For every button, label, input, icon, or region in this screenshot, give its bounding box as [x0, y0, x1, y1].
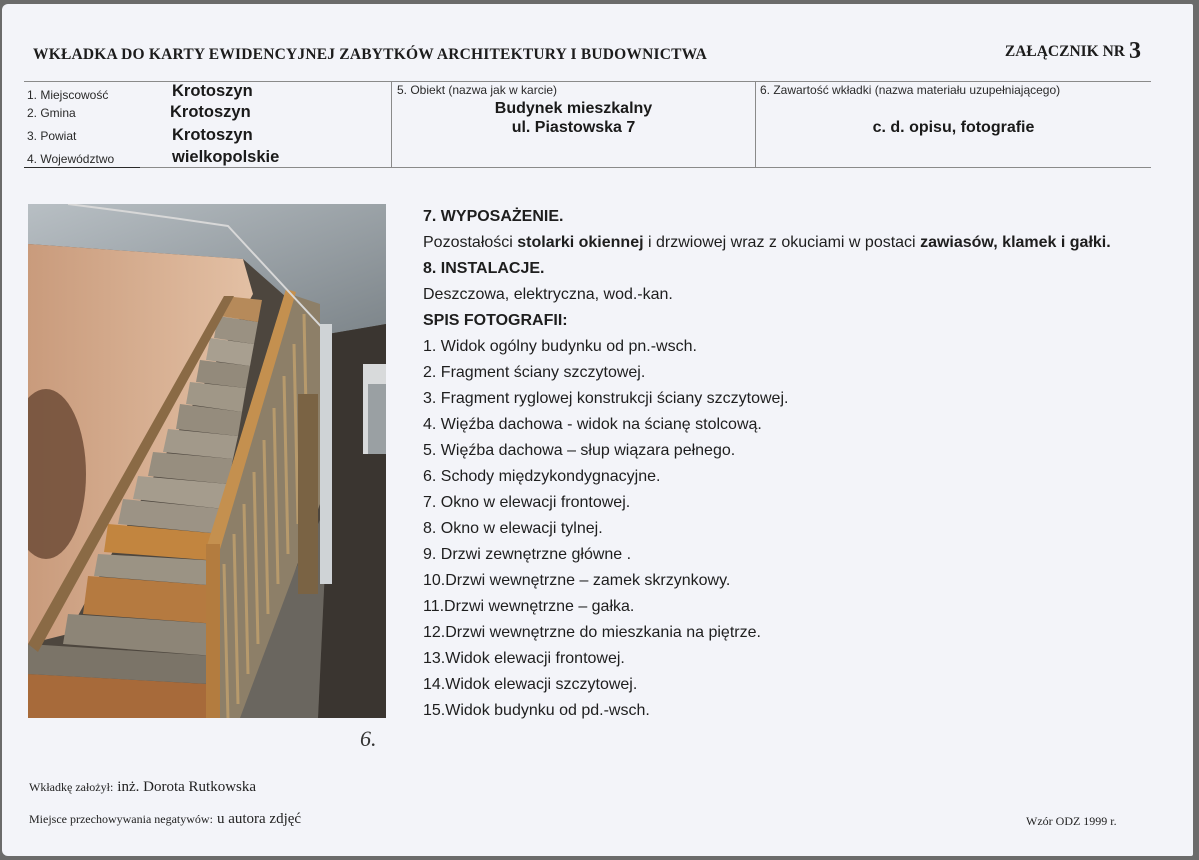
list-item: 1. Widok ogólny budynku od pn.-wsch.	[423, 338, 697, 355]
list-item: 2. Fragment ściany szczytowej.	[423, 364, 646, 381]
section-8-text: Deszczowa, elektryczna, wod.-kan.	[423, 286, 673, 303]
photo-list	[423, 334, 1123, 724]
sec7-text-1: Pozostałości	[423, 234, 518, 251]
staircase-illustration	[28, 204, 386, 718]
contents-label: 6. Zawartość wkładki (nazwa materiału uzupełniającego)	[760, 83, 1061, 97]
list-item: 10.Drzwi wewnętrzne – zamek skrzynkowy.	[423, 572, 731, 589]
sec7-bold-1: stolarki okiennej	[517, 234, 644, 251]
annex-text: ZAŁĄCZNIK NR	[1004, 43, 1125, 60]
author-label: Wkładkę założył:	[29, 780, 114, 794]
list-item: 8. Okno w elewacji tylnej.	[423, 520, 603, 537]
table-bottom-border	[24, 167, 1151, 168]
value-wojewodztwo: wielkopolskie	[172, 148, 280, 166]
author-line	[29, 778, 256, 796]
photo-list-title: SPIS FOTOGRAFII:	[423, 312, 568, 329]
object-label: 5. Obiekt (nazwa jak w karcie)	[397, 83, 558, 97]
annex-number: 3	[1129, 38, 1141, 64]
list-item: 14.Widok elewacji szczytowej.	[423, 676, 638, 693]
storage-line	[29, 810, 301, 828]
template-version: Wzór ODZ 1999 r.	[1026, 814, 1117, 828]
value-miejscowosc: Krotoszyn	[172, 82, 253, 100]
list-item: 9. Drzwi zewnętrzne główne .	[423, 546, 632, 563]
label-gmina: 2. Gmina	[27, 106, 76, 120]
object-name: Budynek mieszkalny	[494, 100, 653, 117]
list-item: 6. Schody międzykondygnacyjne.	[423, 468, 661, 485]
list-item: 5. Więźba dachowa – słup wiązara pełnego.	[423, 442, 736, 459]
page-title: WKŁADKA DO KARTY EWIDENCYJNEJ ZABYTKÓW ARCHITEKTURY I BUDOWNICTWA	[33, 46, 708, 63]
label-powiat: 3. Powiat	[27, 129, 77, 143]
label-miejscowosc: 1. Miejscowość	[27, 88, 109, 102]
list-item: 3. Fragment ryglowej konstrukcji ściany szczytowej.	[423, 390, 789, 407]
section-7-text	[423, 230, 1123, 256]
section-8-title: 8. INSTALACJE.	[423, 260, 545, 277]
section-7-title: 7. WYPOSAŻENIE.	[423, 208, 564, 225]
storage-value: u autora zdjęć	[216, 811, 302, 827]
list-item: 15.Widok budynku od pd.-wsch.	[423, 702, 650, 719]
list-item: 4. Więźba dachowa - widok na ścianę stolcową.	[423, 416, 762, 433]
label-wojewodztwo: 4. Województwo	[27, 152, 115, 166]
sec7-text-2: i drzwiowej wraz z okuciami w postaci	[643, 234, 921, 251]
contents-value: c. d. opisu, fotografie	[872, 119, 1035, 136]
storage-label: Miejsce przechowywania negatywów:	[29, 812, 213, 826]
author-value: inż. Dorota Rutkowska	[117, 779, 257, 795]
list-item: 12.Drzwi wewnętrzne do mieszkania na piętrze.	[423, 624, 761, 641]
list-item: 7. Okno w elewacji frontowej.	[423, 494, 631, 511]
sec7-bold-2: zawiasów, klamek i gałki.	[920, 234, 1111, 251]
list-item: 11.Drzwi wewnętrzne – gałka.	[423, 598, 635, 615]
document-sheet	[2, 4, 1193, 856]
description-text	[423, 204, 1123, 724]
list-item: 13.Widok elewacji frontowej.	[423, 650, 625, 667]
object-address: ul. Piastowska 7	[511, 119, 636, 136]
value-powiat: Krotoszyn	[172, 126, 253, 144]
annex-label	[1005, 38, 1141, 65]
photo-number: 6.	[360, 726, 377, 751]
label-underline	[24, 167, 140, 168]
value-gmina: Krotoszyn	[170, 103, 251, 121]
staircase-photo	[28, 204, 386, 718]
